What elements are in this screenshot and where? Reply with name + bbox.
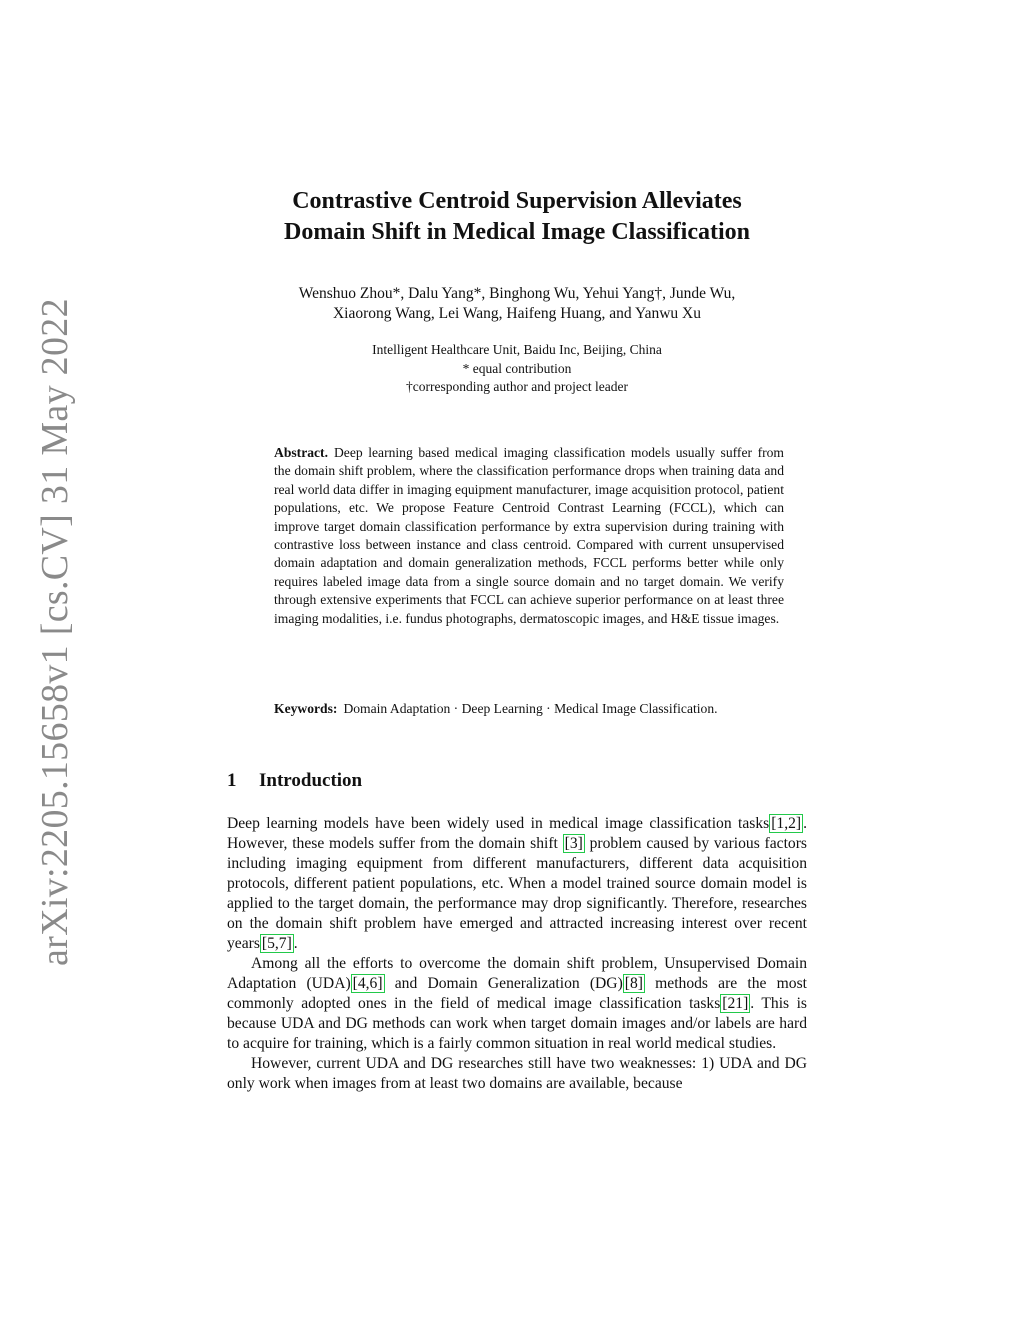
paragraph-text: methods are the most commonly adopted ones in the field of medical image classification tasks bbox=[227, 975, 807, 1012]
author-line: Wenshuo Zhou*, Dalu Yang*, Binghong Wu, Yehui Yang†, Junde Wu, bbox=[298, 285, 736, 302]
introduction-body bbox=[227, 814, 807, 1094]
title-line: Domain Shift in Medical Image Classification bbox=[284, 219, 750, 245]
paragraph-text: . However, these models suffer from the domain shift bbox=[227, 815, 807, 852]
citation-link[interactable]: [21] bbox=[722, 995, 749, 1012]
paragraph-text: . This is because UDA and DG methods can work when target domain images and/or labels are hard to acquire for training, which is a fairly common situation in real world medical studies. bbox=[227, 995, 807, 1052]
citation-link[interactable]: [1,2] bbox=[771, 815, 802, 832]
citation-link[interactable]: [5,7] bbox=[261, 935, 292, 952]
abstract-text: Deep learning based medical imaging classification models usually suffer from the domain shift problem, where the classification performance drops when training data and real world data differ in imaging equipment manufacturer, image acquisition protocol, patient populations, etc. We propose Feature Centroid Contrast Learning (FCCL), which can improve target domain classification performance by extra supervision during training with contrastive loss between instance and class centroid. Compared with current unsupervised domain adaptation and domain generalization methods, FCCL performs better while only requires labeled image data from a single source domain and no target domain. We verify through extensive experiments that FCCL can achieve superior performance on at least three imaging modalities, i.e. fundus photographs, dermatoscopic images, and H&E tissue images. bbox=[274, 445, 784, 626]
citation-link[interactable]: [8] bbox=[624, 975, 643, 992]
paragraph-text: . bbox=[293, 935, 298, 952]
citation-link[interactable]: [4,6] bbox=[352, 975, 383, 992]
keywords bbox=[274, 700, 784, 718]
paragraph-text: problem caused by various factors including imaging equipment from different manufacturers, different data acquisition protocols, different patient populations, etc. When a model trained source domain model is applied to the target domain, the performance may drop significantly. Therefore, researches on the domain shift problem have emerged and attracted increasing interest over recent years bbox=[227, 835, 807, 952]
affiliation-line: Intelligent Healthcare Unit, Baidu Inc, Beijing, China bbox=[372, 342, 662, 357]
section-title: Introduction bbox=[259, 770, 363, 791]
author-line: Xiaorong Wang, Lei Wang, Haifeng Huang, and Yanwu Xu bbox=[332, 305, 701, 322]
abstract-label: Abstract. bbox=[274, 445, 328, 460]
arxiv-identifier: arXiv:2205.15658v1 [cs.CV] 31 May 2022 bbox=[34, 298, 76, 966]
affiliation-line: †corresponding author and project leader bbox=[406, 379, 628, 394]
citation-link[interactable]: [3] bbox=[564, 835, 583, 852]
affiliation-line: * equal contribution bbox=[462, 360, 572, 376]
keywords-text: Domain Adaptation · Deep Learning · Medical Image Classification. bbox=[343, 701, 718, 716]
paragraph: However, current UDA and DG researches still have two weaknesses: 1) UDA and DG only work when images from at least two domains are available, because bbox=[227, 1055, 807, 1092]
paragraph-text: Among all the efforts to overcome the domain shift problem, Unsupervised Domain Adaptation (UDA) bbox=[227, 955, 807, 992]
title-line: Contrastive Centroid Supervision Alleviates bbox=[292, 188, 742, 214]
paragraph-text: and Domain Generalization (DG) bbox=[384, 975, 623, 992]
paragraph-text: Deep learning models have been widely used in medical image classification tasks bbox=[227, 815, 770, 832]
section-number: 1 bbox=[227, 770, 237, 791]
abstract bbox=[274, 444, 784, 628]
paper-title bbox=[227, 186, 807, 248]
section-heading bbox=[227, 770, 362, 792]
paragraph bbox=[227, 954, 807, 1054]
keywords-label: Keywords: bbox=[274, 701, 338, 716]
author-list bbox=[227, 284, 807, 324]
affiliations bbox=[227, 341, 807, 397]
paragraph bbox=[227, 814, 807, 954]
